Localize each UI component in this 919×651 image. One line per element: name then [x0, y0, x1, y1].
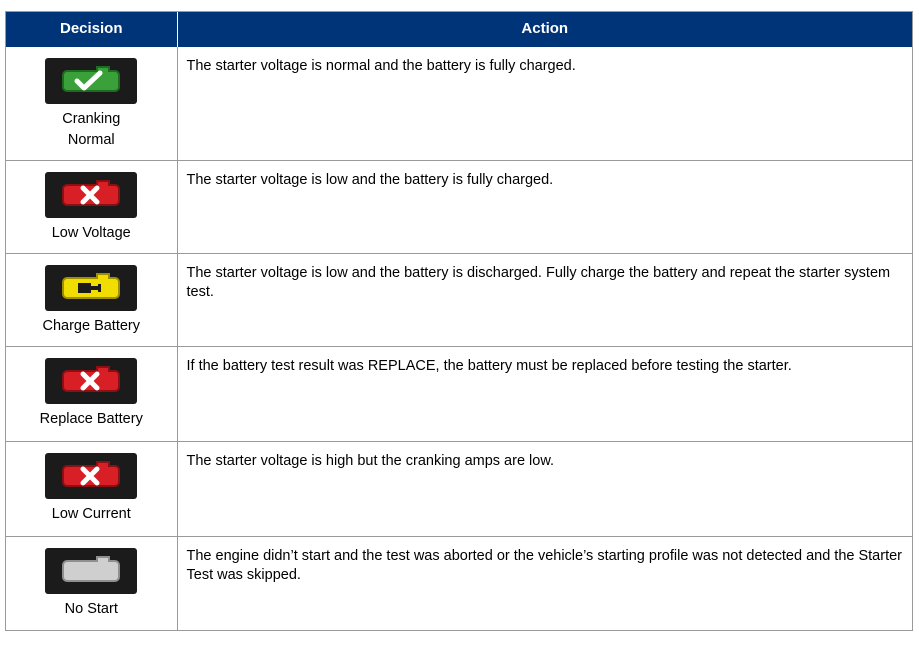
- table-row: [6, 161, 912, 254]
- decision-label: No Start: [64, 601, 118, 618]
- battery-x-red-icon: [45, 453, 137, 499]
- decision-label-line2: Normal: [67, 132, 115, 149]
- action-cell: The engine didn’t start and the test was aborted or the vehicle’s starting profile was not detected and the Starter Test was skipped.: [177, 537, 912, 630]
- decision-action-table: [6, 12, 912, 630]
- column-header-decision: Decision: [6, 12, 177, 47]
- action-cell: The starter voltage is low and the battery is fully charged.: [177, 161, 912, 254]
- table-row: [6, 442, 912, 537]
- action-cell: If the battery test result was REPLACE, the battery must be replaced before testing the starter.: [177, 347, 912, 442]
- decision-cell: [6, 47, 177, 161]
- decision-label-line1: Cranking: [62, 111, 121, 127]
- table-row: [6, 537, 912, 630]
- decision-label: Low Current: [51, 506, 131, 523]
- battery-charge-yellow-icon: [45, 265, 137, 311]
- battery-x-red-icon: [45, 172, 137, 218]
- decision-cell: [6, 161, 177, 254]
- action-cell: The starter voltage is high but the cranking amps are low.: [177, 442, 912, 537]
- battery-check-green-icon: [45, 58, 137, 104]
- battery-grey-icon: [45, 548, 137, 594]
- decision-label: Replace Battery: [39, 411, 143, 428]
- decision-cell: [6, 537, 177, 630]
- decision-cell: [6, 347, 177, 442]
- action-cell: The starter voltage is low and the battery is discharged. Fully charge the battery and repeat the starter system test.: [177, 254, 912, 347]
- table-row: [6, 254, 912, 347]
- decision-cell: [6, 442, 177, 537]
- table-header: [6, 12, 912, 47]
- decision-action-table-container: [5, 11, 913, 631]
- decision-label: Charge Battery: [42, 318, 141, 335]
- table-header-row: [6, 12, 912, 47]
- decision-cell: [6, 254, 177, 347]
- decision-label: Low Voltage: [51, 225, 131, 242]
- column-header-action: Action: [177, 12, 912, 47]
- table-row: [6, 47, 912, 161]
- table-body: [6, 47, 912, 630]
- table-row: [6, 347, 912, 442]
- action-cell: The starter voltage is normal and the battery is fully charged.: [177, 47, 912, 161]
- battery-x-red-icon: [45, 358, 137, 404]
